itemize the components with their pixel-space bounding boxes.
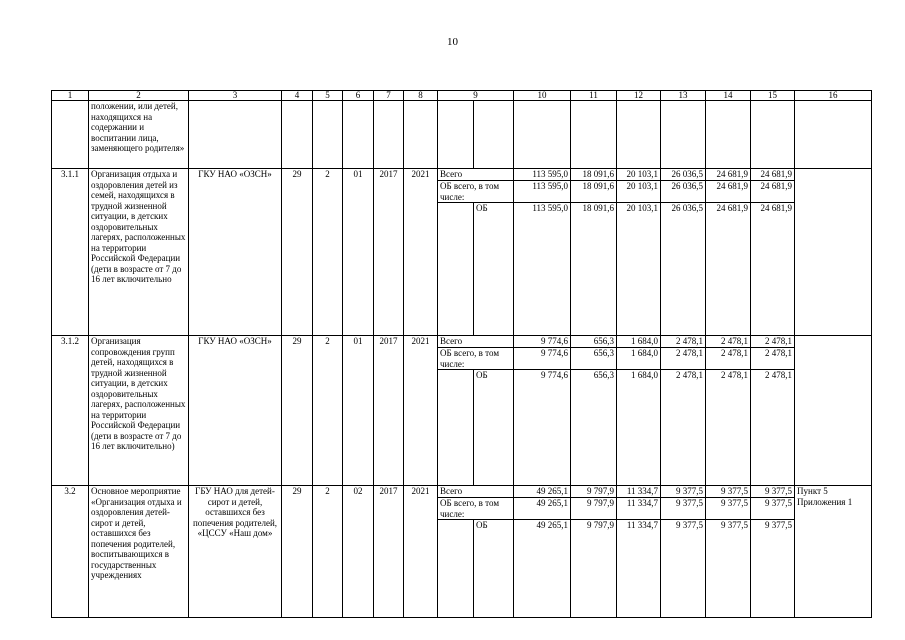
header-cell: 8	[404, 91, 438, 101]
year-end: 2021	[404, 336, 438, 486]
amount-cell: 20 103,1	[617, 181, 661, 203]
amount-cell: 2 478,1	[751, 336, 795, 348]
page-number: 10	[447, 36, 458, 48]
amount-cell: 11 334,7	[617, 486, 661, 498]
amount-cell: 24 681,9	[706, 181, 751, 203]
measure-name: Организация сопровождения групп детей, находящихся в трудной жизненной ситуации, в детских оздоровительных лагерях, расположенных на территории Российской Федерации (дети в возрасте от 7 до 16 лет включительно)	[89, 336, 189, 486]
header-cell: 14	[706, 91, 751, 101]
funding-source-label: ОБ всего, в том числе:	[438, 181, 514, 203]
amount-cell: 2 478,1	[706, 336, 751, 348]
amount-cell: 9 377,5	[706, 498, 751, 520]
amount-cell: 26 036,5	[661, 181, 706, 203]
code-cell: 29	[282, 169, 313, 336]
measure-number: 3.1.2	[52, 336, 89, 486]
amount-cell: 24 681,9	[706, 169, 751, 181]
amount-cell: 9 377,5	[706, 486, 751, 498]
amount-cell: 24 681,9	[751, 203, 795, 336]
amount-cell: 1 684,0	[617, 336, 661, 348]
code-cell: 01	[343, 169, 374, 336]
header-cell: 16	[795, 91, 872, 101]
measure-note: Пункт 5 Приложения 1	[795, 486, 872, 618]
amount-cell: 9 774,6	[514, 336, 571, 348]
amount-cell: 9 774,6	[514, 348, 571, 370]
year-end: 2021	[404, 169, 438, 336]
funding-source-label: ОБ	[474, 520, 514, 618]
header-row	[52, 91, 872, 101]
header-cell: 10	[514, 91, 571, 101]
amount-cell: 24 681,9	[751, 169, 795, 181]
amount-cell: 656,3	[571, 348, 617, 370]
indent-cell	[438, 370, 474, 486]
year-start: 2017	[374, 486, 404, 618]
header-cell: 13	[661, 91, 706, 101]
indent-cell	[438, 203, 474, 336]
amount-cell: 18 091,6	[571, 203, 617, 336]
measure-executor: ГКУ НАО «ОЗСН»	[189, 169, 282, 336]
measure-line-row	[52, 169, 872, 181]
amount-cell: 2 478,1	[661, 370, 706, 486]
amount-cell: 20 103,1	[617, 169, 661, 181]
amount-cell: 26 036,5	[661, 169, 706, 181]
code-cell: 02	[343, 486, 374, 618]
funding-source-label: ОБ всего, в том числе:	[438, 498, 514, 520]
year-start: 2017	[374, 336, 404, 486]
funding-source-label: ОБ всего, в том числе:	[438, 348, 514, 370]
amount-cell: 11 334,7	[617, 498, 661, 520]
measure-executor: ГБУ НАО для детей-сирот и детей, оставшихся без попечения родителей, «ЦССУ «Наш дом»	[189, 486, 282, 618]
code-cell: 29	[282, 336, 313, 486]
measure-name: Основное мероприятие «Организация отдыха и оздоровления детей-сирот и детей, оставшихся без попечения родителей, воспитывающихся в государственных учреждениях	[89, 486, 189, 618]
code-cell: 29	[282, 486, 313, 618]
funding-source-label: Всего	[438, 169, 514, 181]
amount-cell: 11 334,7	[617, 520, 661, 618]
amount-cell: 9 774,6	[514, 370, 571, 486]
funding-source-label: Всего	[438, 336, 514, 348]
measure-executor: ГКУ НАО «ОЗСН»	[189, 336, 282, 486]
code-cell: 2	[313, 336, 343, 486]
amount-cell: 20 103,1	[617, 203, 661, 336]
measure-name: Организация отдыха и оздоровления детей из семей, находящихся в трудной жизненной ситуации, в детских оздоровительных лагерях, расположенных на территории Российской Федерации (дети в возрасте от 7 до 16 лет включительно	[89, 169, 189, 336]
amount-cell: 9 377,5	[751, 498, 795, 520]
code-cell: 2	[313, 169, 343, 336]
year-start: 2017	[374, 169, 404, 336]
program-table	[51, 90, 872, 618]
header-cell: 11	[571, 91, 617, 101]
header-cell: 2	[89, 91, 189, 101]
header-cell: 6	[343, 91, 374, 101]
amount-cell: 24 681,9	[706, 203, 751, 336]
amount-cell: 9 797,9	[571, 520, 617, 618]
header-cell: 12	[617, 91, 661, 101]
funding-source-label: ОБ	[474, 203, 514, 336]
amount-cell: 2 478,1	[751, 370, 795, 486]
header-cell: 7	[374, 91, 404, 101]
header-cell: 15	[751, 91, 795, 101]
amount-cell: 9 377,5	[751, 520, 795, 618]
funding-source-label: Всего	[438, 486, 514, 498]
header-cell: 9	[438, 91, 514, 101]
measure-number: 3.1.1	[52, 169, 89, 336]
code-cell: 01	[343, 336, 374, 486]
amount-cell: 9 797,9	[571, 486, 617, 498]
measure-note	[795, 336, 872, 486]
amount-cell: 2 478,1	[751, 348, 795, 370]
amount-cell: 24 681,9	[751, 181, 795, 203]
amount-cell: 113 595,0	[514, 181, 571, 203]
amount-cell: 2 478,1	[661, 336, 706, 348]
header-cell: 3	[189, 91, 282, 101]
amount-cell: 2 478,1	[706, 348, 751, 370]
amount-cell: 49 265,1	[514, 498, 571, 520]
amount-cell: 9 377,5	[661, 486, 706, 498]
amount-cell: 113 595,0	[514, 203, 571, 336]
amount-cell: 1 684,0	[617, 370, 661, 486]
code-cell: 2	[313, 486, 343, 618]
measure-note	[795, 169, 872, 336]
header-cell: 5	[313, 91, 343, 101]
amount-cell: 1 684,0	[617, 348, 661, 370]
funding-source-label: ОБ	[474, 370, 514, 486]
indent-cell	[438, 520, 474, 618]
amount-cell: 9 797,9	[571, 498, 617, 520]
measure-line-row	[52, 336, 872, 348]
year-end: 2021	[404, 486, 438, 618]
amount-cell: 113 595,0	[514, 169, 571, 181]
measure-line-row	[52, 486, 872, 498]
amount-cell: 49 265,1	[514, 520, 571, 618]
amount-cell: 656,3	[571, 370, 617, 486]
amount-cell: 656,3	[571, 336, 617, 348]
amount-cell: 9 377,5	[751, 486, 795, 498]
measure-number: 3.2	[52, 486, 89, 618]
amount-cell: 2 478,1	[706, 370, 751, 486]
amount-cell: 18 091,6	[571, 181, 617, 203]
amount-cell: 49 265,1	[514, 486, 571, 498]
amount-cell: 26 036,5	[661, 203, 706, 336]
amount-cell: 2 478,1	[661, 348, 706, 370]
header-cell: 4	[282, 91, 313, 101]
amount-cell: 9 377,5	[706, 520, 751, 618]
amount-cell: 18 091,6	[571, 169, 617, 181]
header-cell: 1	[52, 91, 89, 101]
continuation-row	[52, 101, 872, 169]
amount-cell: 9 377,5	[661, 520, 706, 618]
continuation-text: положении, или детей, находящихся на содержании и воспитании лица, заменяющего родителя»	[89, 101, 189, 169]
amount-cell: 9 377,5	[661, 498, 706, 520]
